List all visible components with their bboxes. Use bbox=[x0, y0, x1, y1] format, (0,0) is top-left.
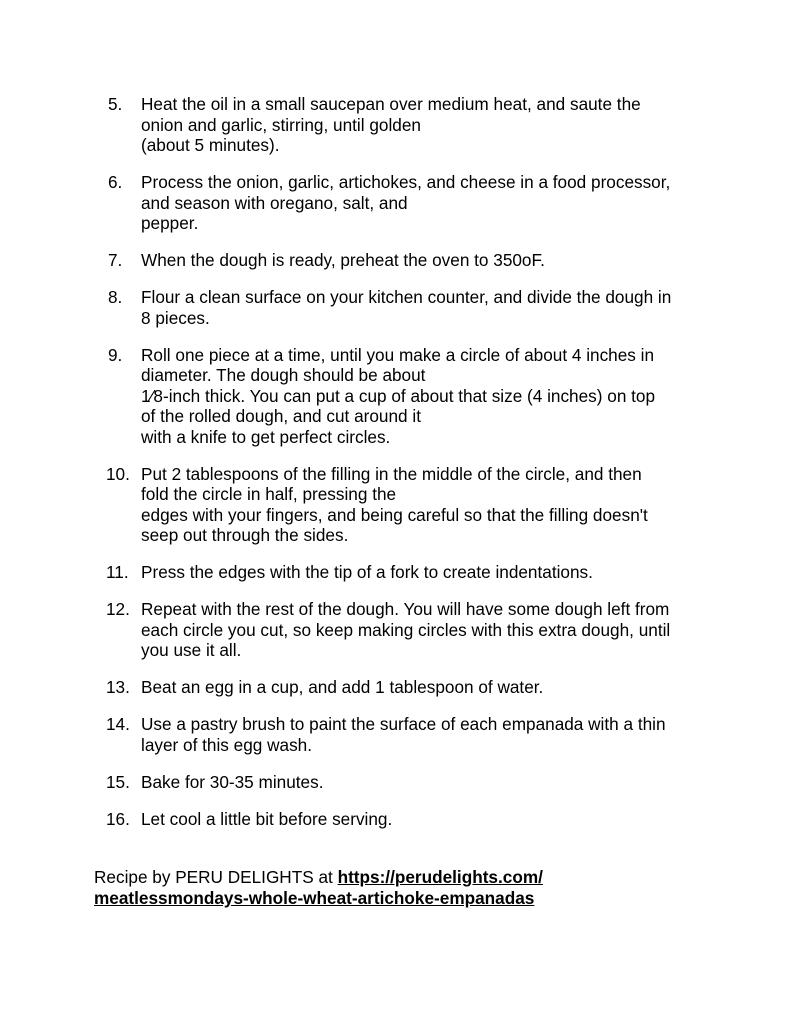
step-number: 10. bbox=[106, 463, 130, 484]
step-number: 14. bbox=[106, 714, 130, 734]
step-text: Heat the oil in a small saucepan over medium heat, and saute the onion and garlic, stirring, until golden (about 5 minutes). bbox=[141, 94, 641, 155]
step-number: 13. bbox=[106, 677, 130, 697]
step-text: Put 2 tablespoons of the filling in the middle of the circle, and then fold the circle in half, pressing the edges with your fingers, and being careful so that the filling doesn't seep out through the sides. bbox=[141, 463, 648, 545]
list-item bbox=[106, 677, 716, 698]
list-item bbox=[106, 287, 716, 328]
step-text: Beat an egg in a cup, and add 1 tablespoon of water. bbox=[141, 677, 544, 697]
list-item bbox=[106, 172, 716, 234]
list-item bbox=[106, 345, 716, 448]
step-number: 16. bbox=[106, 808, 130, 829]
step-number: 12. bbox=[106, 599, 130, 619]
step-number: 6. bbox=[108, 172, 123, 192]
step-number: 9. bbox=[108, 344, 123, 365]
step-text: Use a pastry brush to paint the surface of each empanada with a thin layer of this egg wash. bbox=[141, 714, 666, 755]
step-text: Flour a clean surface on your kitchen counter, and divide the dough in 8 pieces. bbox=[141, 287, 672, 328]
step-text: Repeat with the rest of the dough. You will have some dough left from each circle you cut, so keep making circles with this extra dough, until you use it all. bbox=[141, 599, 671, 660]
list-item bbox=[106, 714, 716, 755]
source-link-line2[interactable]: meatlessmondays-whole-wheat-artichoke-empanadas bbox=[94, 888, 535, 908]
step-text: Roll one piece at a time, until you make a circle of about 4 inches in diameter. The dough should be about 1⁄8-inch thick. You can put a cup of about that size (4 inches) on top of the rolled dough, and cut around it with a knife to get perfect circles. bbox=[141, 344, 656, 447]
credit-prefix: Recipe by PERU DELIGHTS at bbox=[94, 867, 338, 887]
step-text: Let cool a little bit before serving. bbox=[141, 808, 393, 829]
list-item bbox=[106, 809, 716, 830]
step-number: 15. bbox=[106, 771, 130, 792]
step-text: Process the onion, garlic, artichokes, and cheese in a food processor, and season with oregano, salt, and pepper. bbox=[141, 172, 671, 233]
list-item bbox=[106, 562, 716, 583]
step-number: 5. bbox=[108, 94, 123, 114]
step-text: Press the edges with the tip of a fork to create indentations. bbox=[141, 562, 593, 582]
list-item bbox=[106, 772, 716, 793]
step-number: 8. bbox=[108, 287, 123, 307]
list-item bbox=[106, 599, 716, 661]
step-number: 11. bbox=[106, 562, 129, 582]
list-item bbox=[106, 94, 716, 156]
source-link-line1[interactable]: https://perudelights.com/ bbox=[337, 867, 543, 887]
list-item bbox=[106, 250, 716, 271]
step-text: When the dough is ready, preheat the oven to 350oF. bbox=[141, 250, 545, 270]
list-item bbox=[106, 464, 716, 546]
recipe-credit bbox=[94, 867, 734, 909]
step-number: 7. bbox=[108, 250, 123, 270]
instruction-list bbox=[106, 94, 716, 846]
step-text: Bake for 30-35 minutes. bbox=[141, 771, 324, 792]
